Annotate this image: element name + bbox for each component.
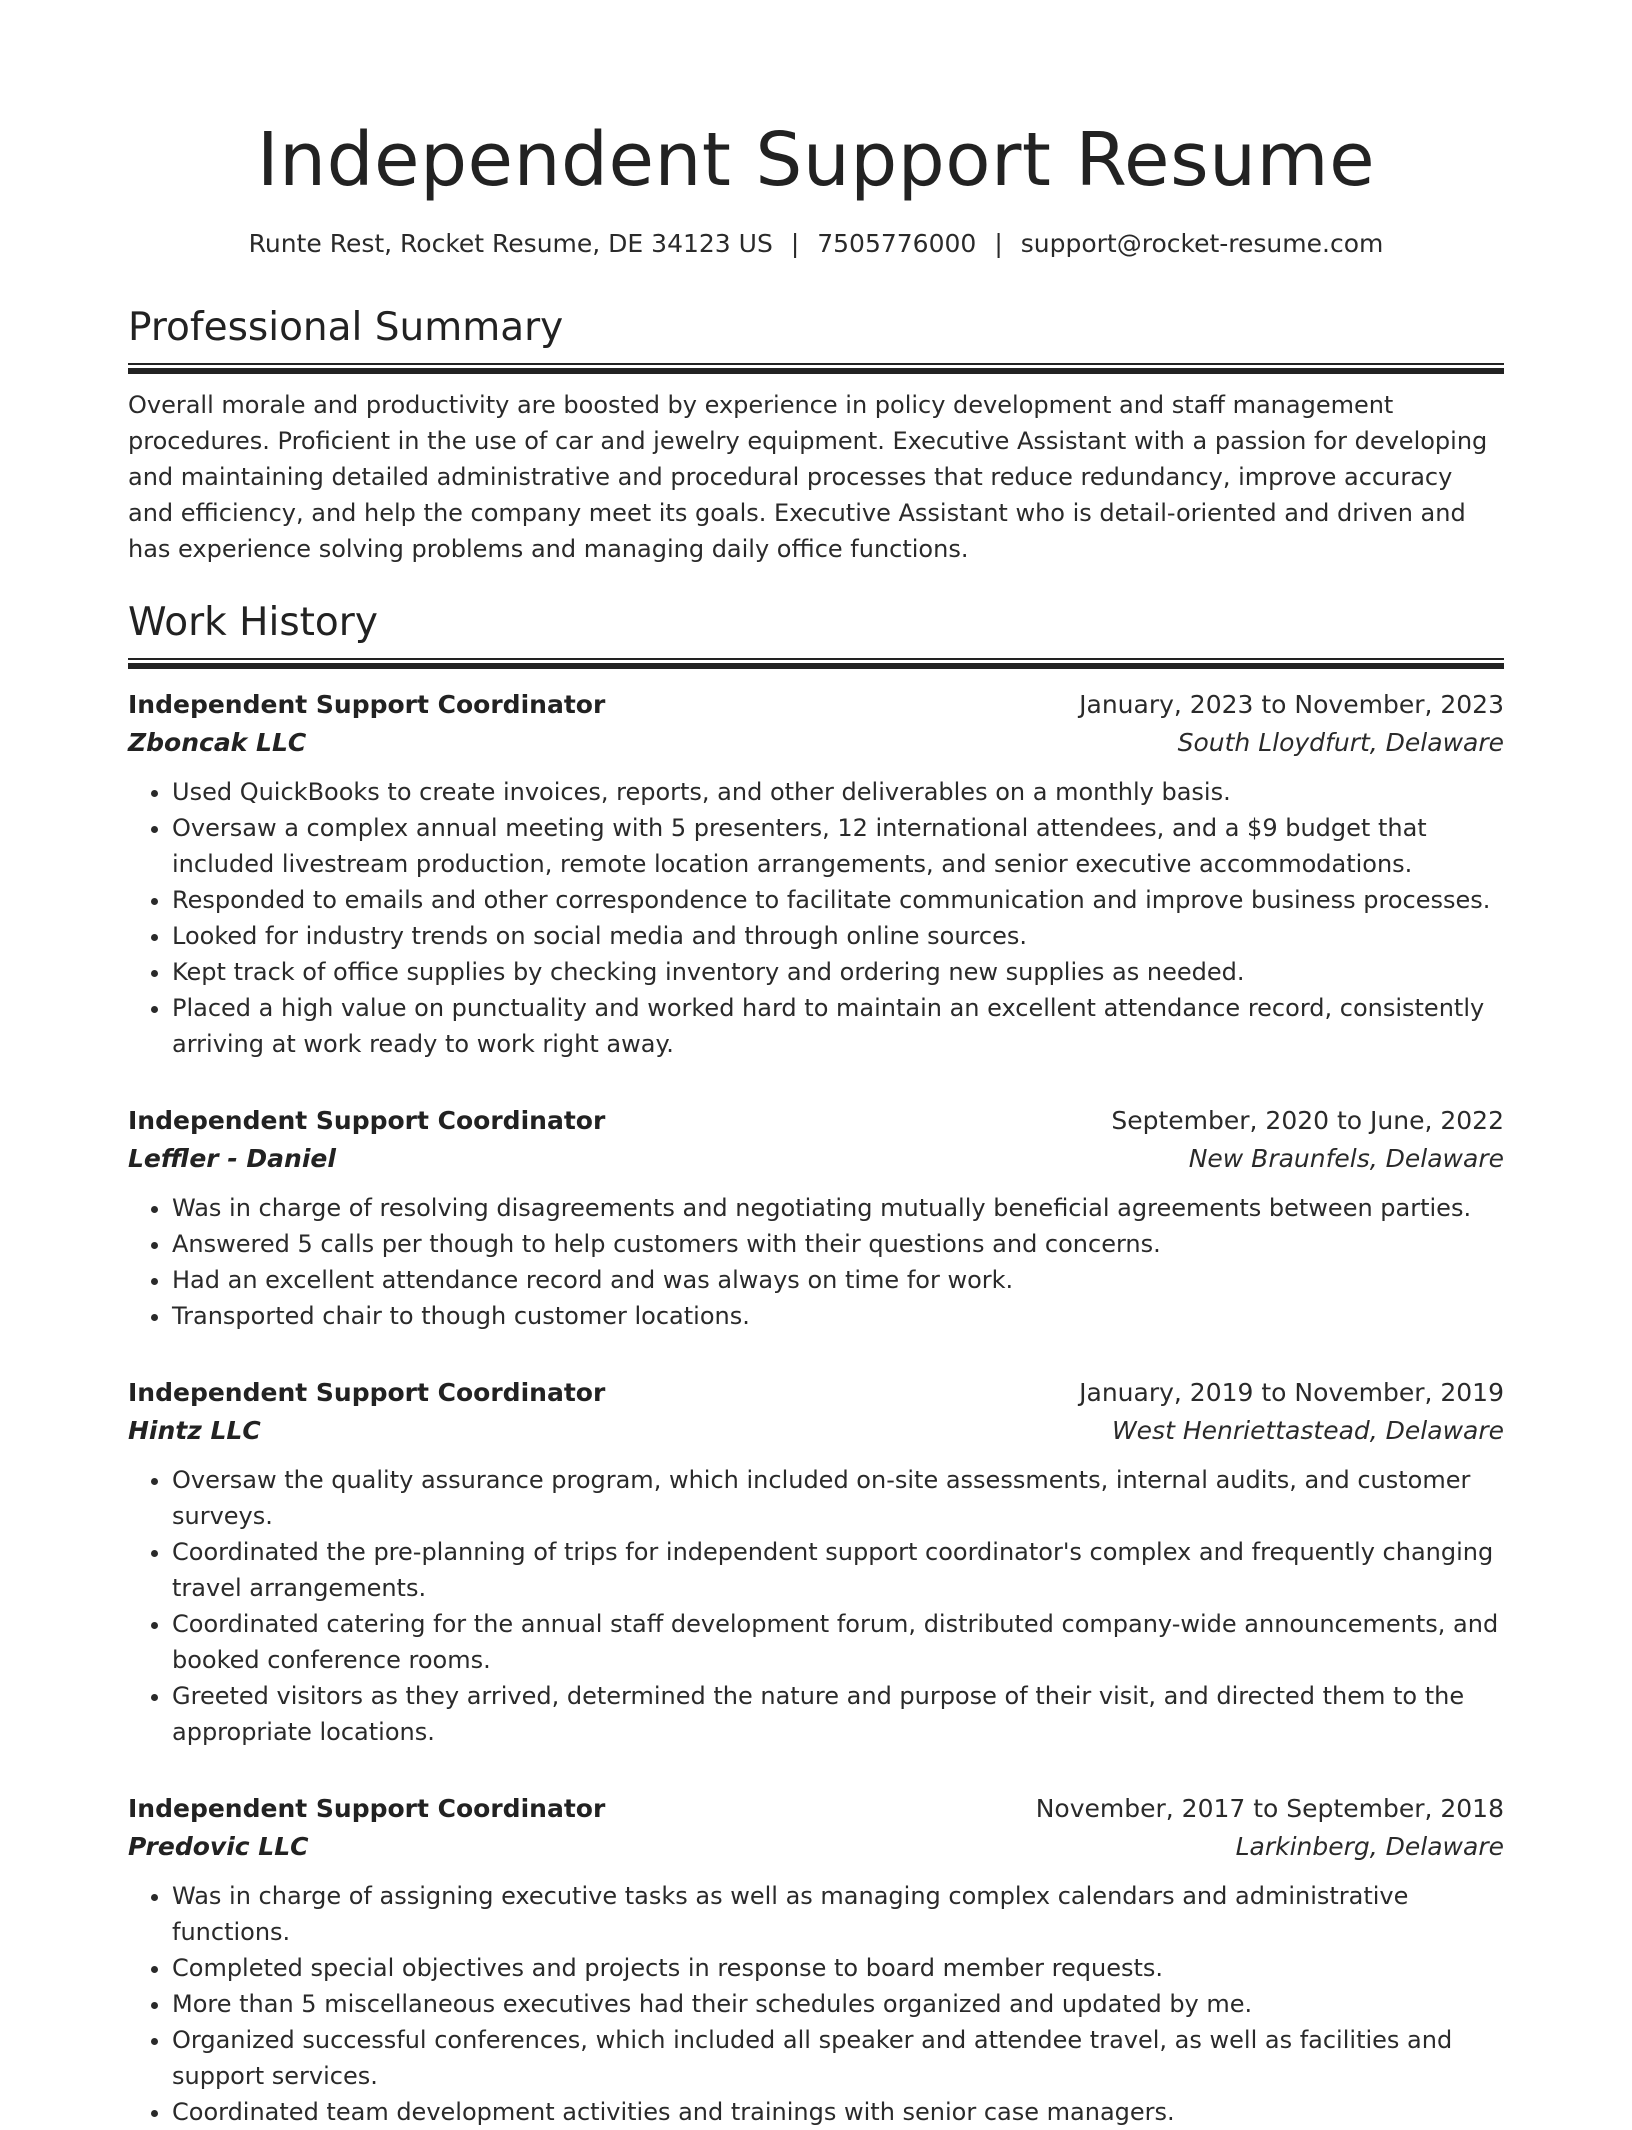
job-bullet: • More than 5 miscellaneous executives had their schedules organized and updated by me.	[172, 1986, 1504, 2022]
job-bullet: • Placed a high value on punctuality and worked hard to maintain an excellent attendance record, consistently arriving at work ready to work right away.	[172, 990, 1504, 1062]
job-bullet: • Oversaw a complex annual meeting with 5 presenters, 12 international attendees, and a $9 budget that included livestream production, remote location arrangements, and senior executive accommodations.	[172, 810, 1504, 882]
contact-phone: 7505776000	[817, 229, 977, 259]
job-bullet: • Was in charge of assigning executive tasks as well as managing complex calendars and administrative functions.	[172, 1878, 1504, 1950]
job-bullet-list	[128, 1190, 1504, 1334]
job-title: Independent Support Coordinator	[128, 1794, 606, 1824]
summary-text: Overall morale and productivity are boosted by experience in policy development and staff management procedures. Proficient in the use of car and jewelry equipment. Executive Assistant with a passion for developing and maintaining detailed administrative and procedural processes that reduce redundancy, improve accuracy and efficiency, and help the company meet its goals. Executive Assistant who is detail-oriented and driven and has experience solving problems and managing daily office functions.	[128, 391, 1488, 564]
section-heading-summary: Professional Summary	[128, 305, 564, 351]
job-bullet: • Transported chair to though customer locations.	[172, 1298, 1504, 1334]
job-dates: September, 2020 to June, 2022	[1111, 1106, 1504, 1136]
job-bullet: • Coordinated the pre-planning of trips for independent support coordinator's complex and frequently changing travel arrangements.	[172, 1534, 1504, 1606]
job-list	[128, 686, 1504, 2130]
job-company-row	[128, 1828, 1504, 1866]
job-company-row	[128, 1412, 1504, 1450]
work-history-section	[128, 601, 1504, 2130]
job-company: Zboncak LLC	[128, 728, 307, 758]
job-company-row	[128, 1140, 1504, 1178]
job-bullet: • Oversaw the quality assurance program, which included on-site assessments, internal audits, and customer surveys.	[172, 1462, 1504, 1534]
section-divider	[128, 658, 1504, 668]
job-bullet: • Answered 5 calls per though to help customers with their questions and concerns.	[172, 1226, 1504, 1262]
job-entry	[128, 686, 1504, 1062]
job-bullet: • Was in charge of resolving disagreements and negotiating mutually beneficial agreements between parties.	[172, 1190, 1504, 1226]
contact-email: support@rocket-resume.com	[1020, 229, 1384, 259]
job-dates: January, 2019 to November, 2019	[1079, 1378, 1504, 1408]
resume-title: Independent Support Resume	[256, 117, 1376, 203]
job-bullet: • Organized successful conferences, which included all speaker and attendee travel, as well as facilities and support services.	[172, 2022, 1504, 2094]
job-dates: January, 2023 to November, 2023	[1079, 690, 1504, 720]
contact-address: Runte Rest, Rocket Resume, DE 34123 US	[248, 229, 773, 259]
job-bullet: • Had an excellent attendance record and was always on time for work.	[172, 1262, 1504, 1298]
section-heading-work: Work History	[128, 600, 378, 646]
job-entry	[128, 1790, 1504, 2130]
job-title: Independent Support Coordinator	[128, 690, 606, 720]
contact-separator: |	[994, 229, 1003, 259]
job-bullet-list	[128, 1462, 1504, 1750]
job-title: Independent Support Coordinator	[128, 1378, 606, 1408]
job-bullet: • Kept track of office supplies by checking inventory and ordering new supplies as needed.	[172, 954, 1504, 990]
job-bullet: • Responded to emails and other correspondence to facilitate communication and improve business processes.	[172, 882, 1504, 918]
job-header-row	[128, 1790, 1504, 1828]
job-bullet: • Greeted visitors as they arrived, determined the nature and purpose of their visit, and directed them to the appropriate locations.	[172, 1678, 1504, 1750]
job-bullet: • Coordinated catering for the annual staff development forum, distributed company-wide announcements, and booked conference rooms.	[172, 1606, 1504, 1678]
job-location: South Lloydfurt, Delaware	[1177, 728, 1504, 758]
section-divider	[128, 363, 1504, 373]
job-location: West Henriettastead, Delaware	[1111, 1416, 1504, 1446]
job-bullet: • Looked for industry trends on social media and through online sources.	[172, 918, 1504, 954]
job-bullet: • Completed special objectives and projects in response to board member requests.	[172, 1950, 1504, 1986]
job-header-row	[128, 686, 1504, 724]
job-header-row	[128, 1374, 1504, 1412]
job-location: New Braunfels, Delaware	[1188, 1144, 1504, 1174]
job-header-row	[128, 1102, 1504, 1140]
job-entry	[128, 1374, 1504, 1750]
job-company: Hintz LLC	[128, 1416, 261, 1446]
contact-separator: |	[790, 229, 800, 259]
job-title: Independent Support Coordinator	[128, 1106, 606, 1136]
job-company-row	[128, 724, 1504, 762]
job-bullet-list	[128, 1878, 1504, 2130]
job-bullet-list	[128, 774, 1504, 1062]
job-company: Leffler - Daniel	[128, 1144, 336, 1174]
professional-summary-section	[128, 306, 1504, 567]
job-bullet: • Coordinated team development activities and trainings with senior case managers.	[172, 2094, 1504, 2130]
job-bullet: • Used QuickBooks to create invoices, reports, and other deliverables on a monthly basis.	[172, 774, 1504, 810]
job-entry	[128, 1102, 1504, 1334]
job-location: Larkinberg, Delaware	[1235, 1832, 1504, 1862]
job-dates: November, 2017 to September, 2018	[1035, 1794, 1504, 1824]
contact-line	[128, 229, 1504, 258]
job-company: Predovic LLC	[128, 1832, 309, 1862]
